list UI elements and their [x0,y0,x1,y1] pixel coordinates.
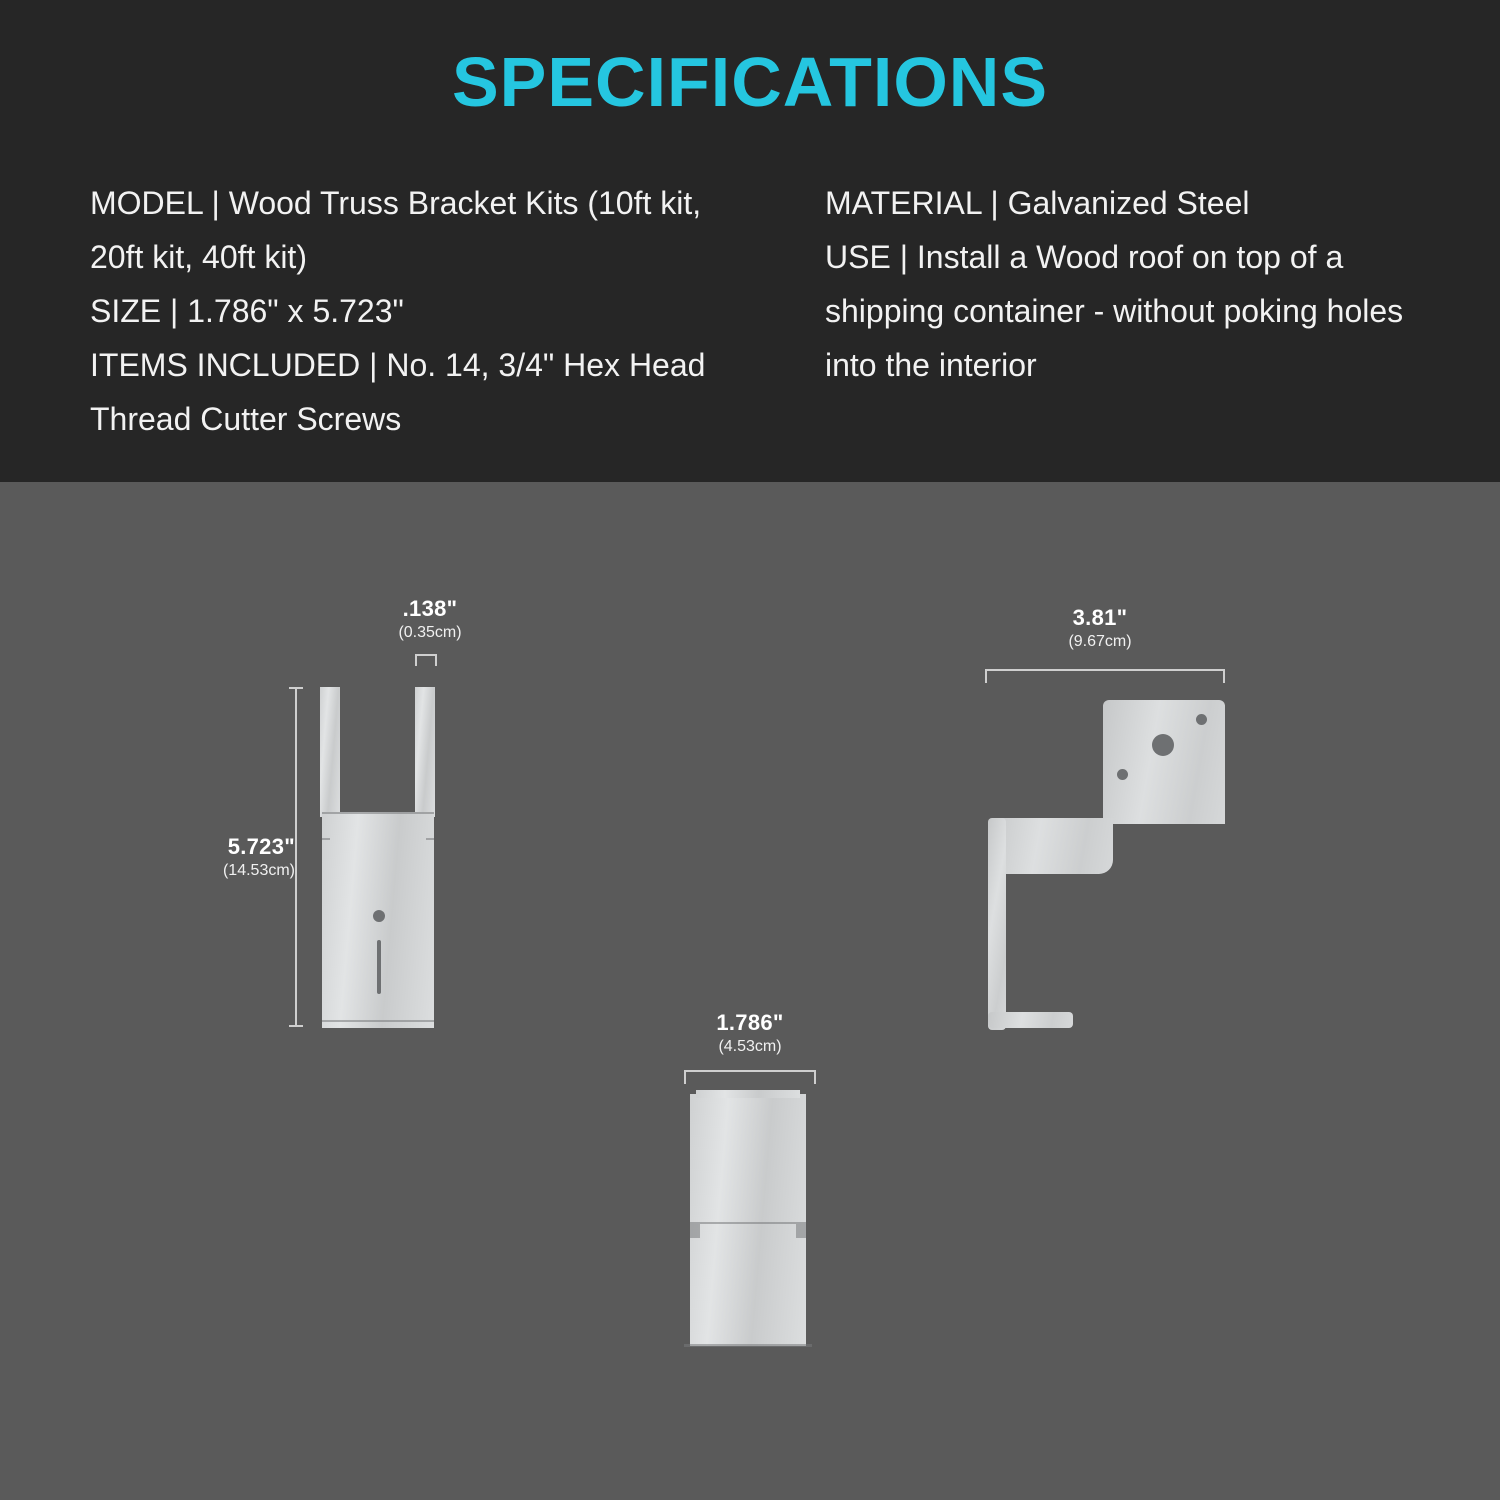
dimension-tick-width-side-left [985,669,987,683]
front-view-center-hole [373,910,385,922]
dimension-label-width-bottom: 1.786" (4.53cm) [716,1010,784,1055]
dimension-rule-thickness [415,654,437,656]
bottom-view-left-notch [690,1224,700,1238]
bottom-view-right-notch [796,1224,806,1238]
front-view-left-leg [320,687,340,817]
bottom-view-bottom-line [684,1344,812,1347]
front-view-right-leg [415,687,435,817]
side-view-small-hole-left [1117,769,1128,780]
spec-column-right [825,176,1450,446]
side-view-foot [988,1012,1073,1028]
dimension-tick-thickness-left [415,654,417,666]
bottom-view-mid-line [690,1222,806,1224]
page-title: SPECIFICATIONS [451,43,1049,121]
dimension-label-thickness: .138" (0.35cm) [398,596,462,641]
spec-line-size: SIZE | 1.786" x 5.723" [90,293,404,329]
spec-columns [90,176,1450,446]
front-view-right-fold-line [426,838,434,840]
side-view-lower-plate [988,818,1113,874]
dimension-tick-width-bottom-right [814,1070,816,1084]
dimension-tick-width-side-right [1223,669,1225,683]
side-view-small-hole-top-right [1196,714,1207,725]
front-view-center-slot [377,940,381,994]
side-view-vertical-arm [988,818,1006,1030]
front-view-upper-edge-line [322,812,434,814]
technical-drawing-area [0,482,1500,1500]
spec-line-use: USE | Install a Wood roof on top of a shipping container - without poking holes into the interior [825,239,1404,383]
spec-column-left [90,176,750,446]
specifications-panel [0,0,1500,482]
spec-line-model: MODEL | Wood Truss Bracket Kits (10ft kit, 20ft kit, 40ft kit) [90,185,702,275]
dimension-label-width-side: 3.81" (9.67cm) [1068,605,1132,650]
dimension-tick-thickness-right [435,654,437,666]
bottom-view-top-cap [696,1090,800,1098]
dimension-rule-height [295,687,297,1027]
dimension-tick-height-top [289,687,303,689]
dimension-tick-width-bottom-left [684,1070,686,1084]
bottom-view-body [690,1094,806,1346]
dimension-rule-width-bottom [684,1070,816,1072]
front-view-lower-edge-line [322,1020,434,1022]
dimension-label-height: 5.723" (14.53cm) [222,834,295,879]
spec-line-material: MATERIAL | Galvanized Steel [825,185,1250,221]
side-view-large-hole [1152,734,1174,756]
dimension-rule-width-side [985,669,1225,671]
spec-line-items-included: ITEMS INCLUDED | No. 14, 3/4" Hex Head Thread Cutter Screws [90,347,706,437]
front-view-left-fold-line [322,838,330,840]
dimension-tick-height-bottom [289,1025,303,1027]
